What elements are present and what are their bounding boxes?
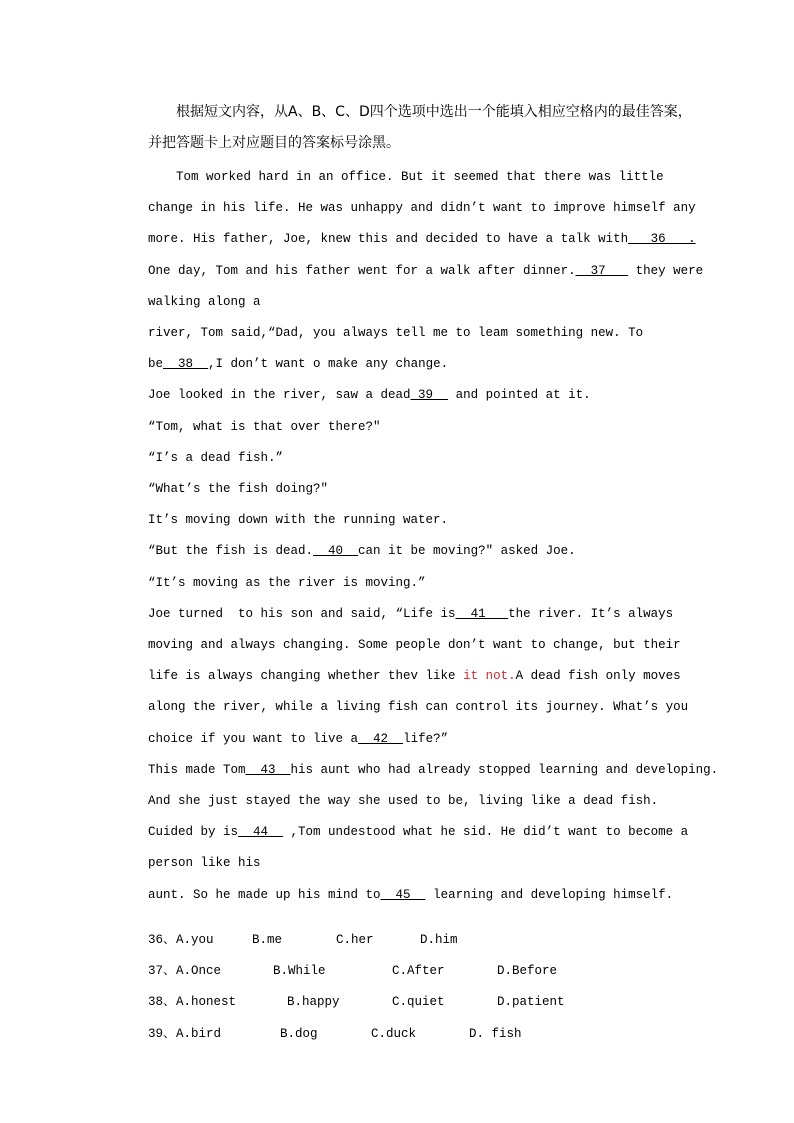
question-39 (148, 1010, 522, 1058)
passage-text: ,Tom undestood what he sid. He did’t want to become a (283, 825, 689, 839)
passage-line: person like his (148, 856, 261, 870)
passage-line: walking along a (148, 295, 261, 309)
option-b: B.me (252, 933, 283, 947)
option-a: A.Once (176, 964, 222, 978)
option-a: A.honest (176, 995, 237, 1009)
passage-line: along the river, while a living fish can control its journey. What’s you (148, 700, 689, 714)
passage-text: Cuided by is (148, 825, 239, 839)
passage-line: river, Tom said,“Dad, you always tell me to leam something new. To (148, 326, 644, 340)
passage-line (148, 606, 673, 622)
blank-36: ___36___. (628, 232, 696, 246)
blank-43: __43__ (245, 763, 291, 777)
option-d: D.Before (497, 964, 558, 978)
option-c: C.After (392, 964, 445, 978)
option-d: D.patient (497, 995, 565, 1009)
option-a: A.bird (176, 1027, 222, 1041)
option-b: B.While (273, 964, 326, 978)
option-d: D.him (420, 933, 458, 947)
passage-text: A dead fish only moves (515, 669, 681, 683)
blank-40: _ 40__ (313, 544, 359, 558)
blank-37: _ 37 __ (575, 264, 629, 278)
passage-line (148, 387, 591, 403)
instruction-line-2: 并把答题卡上对应题目的答案标号涂黑。 (148, 135, 400, 151)
option-c: C.duck (371, 1027, 417, 1041)
passage-line: “What’s the fish doing?″ (148, 482, 329, 496)
blank-42: __42__ (358, 732, 404, 746)
passage-text: more. His father, Joe, knew this and decided to have a talk with (148, 232, 629, 246)
passage-line (148, 231, 696, 247)
passage-text: the river. It’s always (508, 607, 674, 621)
option-d: D. fish (469, 1027, 522, 1041)
passage-text: learning and developing himself. (425, 888, 674, 902)
option-b: B.dog (280, 1027, 318, 1041)
instruction-line-1: 根据短文内容，从A、B、C、D四个选项中选出一个能填入相应空格内的最佳答案， (176, 104, 692, 120)
passage-text: can it be moving?″ asked Joe. (358, 544, 576, 558)
passage-line (148, 543, 576, 559)
blank-39: _39__ (410, 388, 449, 402)
passage-line (148, 668, 681, 684)
blank-38: __38__ (163, 357, 209, 371)
passage-line (148, 263, 703, 279)
blank-44: __44__ (238, 825, 284, 839)
passage-line: change in his life. He was unhappy and didn’t want to improve himself any (148, 201, 696, 215)
highlighted-text: it not. (463, 669, 516, 683)
passage-line (148, 731, 448, 747)
passage-text: “But the fish is dead. (148, 544, 314, 558)
passage-text: One day, Tom and his father went for a walk after dinner. (148, 264, 576, 278)
passage-line: It’s moving down with the running water. (148, 513, 449, 527)
option-c: C.quiet (392, 995, 445, 1009)
passage-line: “Tom, what is that over there?″ (148, 420, 381, 434)
option-a: A.you (176, 933, 214, 947)
passage-text: and pointed at it. (448, 388, 591, 402)
passage-line (148, 762, 718, 778)
passage-line: Tom worked hard in an office. But it seemed that there was little (176, 170, 664, 184)
passage-line: “I’s a dead fish.” (148, 451, 284, 465)
option-b: B.happy (287, 995, 340, 1009)
passage-text: they were (628, 264, 704, 278)
passage-text: life is always changing whether thev like (148, 669, 464, 683)
passage-text: Joe turned to his son and said, “Life is (148, 607, 456, 621)
passage-line: moving and always changing. Some people don’t want to change, but their (148, 638, 681, 652)
passage-text: choice if you want to live a (148, 732, 359, 746)
passage-text: life?” (403, 732, 449, 746)
question-number: 36、 (148, 933, 176, 947)
passage-line (148, 824, 688, 840)
option-c: C.her (336, 933, 374, 947)
passage-line: And she just stayed the way she used to be, living like a dead fish. (148, 794, 659, 808)
question-number: 38、 (148, 995, 176, 1009)
passage-text: be (148, 357, 164, 371)
passage-text: ,I don’t want o make any change. (208, 357, 449, 371)
blank-45: __45__ (380, 888, 426, 902)
blank-41: __41___ (455, 607, 509, 621)
passage-line (148, 887, 673, 903)
passage-text: aunt. So he made up his mind to (148, 888, 381, 902)
question-number: 39、 (148, 1027, 176, 1041)
passage-text: This made Tom (148, 763, 246, 777)
passage-text: his aunt who had already stopped learning and developing. (290, 763, 719, 777)
passage-line (148, 356, 448, 372)
passage-line: “It’s moving as the river is moving.” (148, 576, 426, 590)
passage-text: Joe looked in the river, saw a dead (148, 388, 411, 402)
question-number: 37、 (148, 964, 176, 978)
